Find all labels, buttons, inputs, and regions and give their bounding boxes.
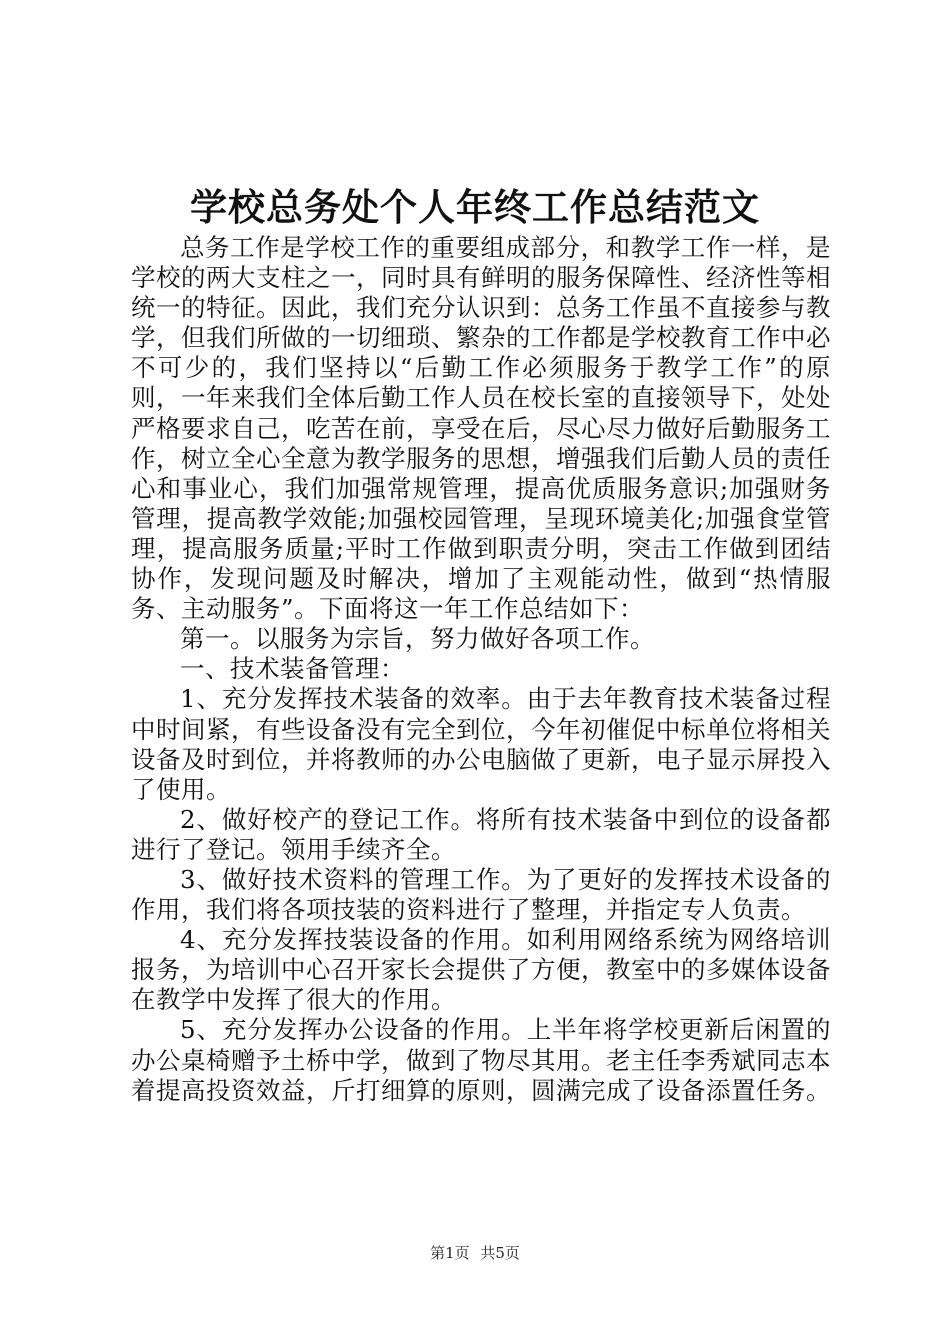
paragraph-item-1: 1、充分发挥技术装备的效率。由于去年教育技术装备过程中时间紧，有些设备没有完全到位，今年初催促中标单位将相关设备及时到位，并将教师的办公电脑做了更新，电子显示屏投入了使用。 (131, 684, 831, 804)
paragraph-item-5: 5、充分发挥办公设备的作用。上半年将学校更新后闲置的办公桌椅赠予土桥中学，做到了物尽其用。老主任李秀斌同志本着提高投资效益，斤打细算的原则，圆满完成了设备添置任务。 (131, 1015, 831, 1105)
paragraph-section-heading: 第一。以服务为宗旨，努力做好各项工作。 (180, 624, 655, 654)
document-body (131, 233, 831, 1106)
paragraph-item-4: 4、充分发挥技装设备的作用。如利用网络系统为网络培训报务，为培训中心召开家长会提供了方便，教室中的多媒体设备在教学中发挥了很大的作用。 (131, 925, 831, 1015)
page-total: 共5页 (480, 1244, 520, 1262)
paragraph-item-2: 2、做好校产的登记工作。将所有技术装备中到位的设备都进行了登记。领用手续齐全。 (131, 804, 831, 864)
page-number: 第1页 (430, 1244, 470, 1262)
page-footer (0, 1243, 950, 1263)
paragraph-subsection-heading: 一、技术装备管理： (180, 654, 405, 684)
paragraph-intro: 总务工作是学校工作的重要组成部分，和教学工作一样，是学校的两大支柱之一，同时具有鲜明的服务保障性、经济性等相统一的特征。因此，我们充分认识到：总务工作虽不直接参与教学，但我们所做的一切细琐、繁杂的工作都是学校教育工作中必不可少的，我们坚持以“后勤工作必须服务于教学工作”的原则，一年来我们全体后勤工作人员在校长室的直接领导下，处处严格要求自己，吃苦在前，享受在后，尽心尽力做好后勤服务工作，树立全心全意为教学服务的思想，增强我们后勤人员的责任心和事业心，我们加强常规管理，提高优质服务意识;加强财务管理，提高教学效能;加强校园管理，呈现环境美化;加强食堂管理，提高服务质量;平时工作做到职责分明，突击工作做到团结协作，发现问题及时解决，增加了主观能动性，做到“热情服务、主动服务”。下面将这一年工作总结如下： (131, 233, 831, 624)
document-title: 学校总务处个人年终工作总结范文 (190, 186, 760, 229)
paragraph-item-3: 3、做好技术资料的管理工作。为了更好的发挥技术设备的作用，我们将各项技装的资料进行了整理，并指定专人负责。 (131, 864, 831, 925)
